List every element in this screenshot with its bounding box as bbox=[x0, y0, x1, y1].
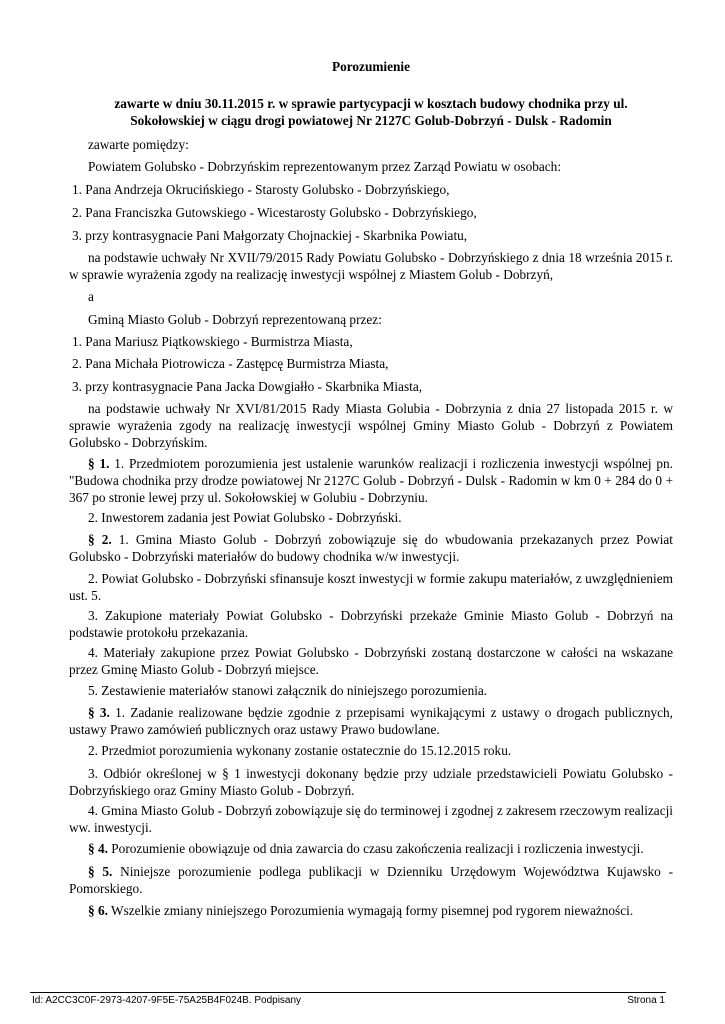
section-2-paragraph-1 bbox=[69, 531, 673, 565]
party2-basis: na podstawie uchwały Nr XVI/81/2015 Rady Miasta Golubia - Dobrzynia z dnia 27 listopada 2015 r. w sprawie wyrażenia zgody na realizację inwestycji wspólnej Gminy Miasto Golub - Dobrzyń z Powiatem Golubsko - Dobrzyńskim. bbox=[69, 401, 673, 450]
party1-basis: na podstawie uchwały Nr XVII/79/2015 Rady Powiatu Golubsko - Dobrzyńskiego z dnia 18 września 2015 r. w sprawie wyrażenia zgody na realizację inwestycji wspólnej z Miastem Golub - Dobrzyń, bbox=[69, 250, 673, 282]
subtitle-line-2: Sokołowskiej w ciągu drogi powiatowej Nr 2127C Golub-Dobrzyń - Dulsk - Radomin bbox=[130, 112, 612, 128]
party2-item-3: 3. przy kontrasygnacie Pana Jacka Dowgiałło - Skarbnika Miasta, bbox=[72, 379, 423, 394]
and-line: a bbox=[88, 289, 94, 304]
section-4-paragraph bbox=[69, 840, 673, 857]
section-3-text-1: 1. Zadanie realizowane będzie zgodnie z przepisami wynikającymi z ustawy o drogach publicznych, ustawy Prawo zamówień publicznych oraz ustawy Prawo budowlane. bbox=[69, 705, 673, 737]
section-6-paragraph bbox=[69, 902, 673, 919]
section-2-paragraph-4: 4. Materiały zakupione przez Powiat Golubsko - Dobrzyński zostaną dostarczone w całości na wskazane przez Gminę Miasto Golub - Dobrzyń miejsce. bbox=[69, 645, 673, 677]
section-1-paragraph-2: 2. Inwestorem zadania jest Powiat Golubsko - Dobrzyński. bbox=[88, 510, 402, 525]
party1-item-2: 2. Pana Franciszka Gutowskiego - Wicestarosty Golubsko - Dobrzyńskiego, bbox=[72, 205, 477, 220]
section-1-label: § 1. bbox=[88, 456, 110, 471]
section-3-paragraph-1 bbox=[69, 704, 673, 738]
section-2-paragraph-2: 2. Powiat Golubsko - Dobrzyński sfinansuje koszt inwestycji w formie zakupu materiałów, z uwzględnieniem ust. 5. bbox=[69, 571, 673, 603]
section-6-label: § 6. bbox=[88, 903, 108, 918]
section-1-paragraph-1 bbox=[69, 455, 673, 506]
footer-divider bbox=[30, 992, 666, 993]
between-line: zawarte pomiędzy: bbox=[88, 137, 189, 152]
party2-intro: Gminą Miasto Golub - Dobrzyń reprezentowaną przez: bbox=[88, 312, 382, 327]
party2-item-1: 1. Pana Mariusz Piątkowskiego - Burmistrza Miasta, bbox=[72, 334, 353, 349]
section-2-paragraph-5: 5. Zestawienie materiałów stanowi załącznik do niniejszego porozumienia. bbox=[88, 683, 488, 698]
section-5-paragraph bbox=[69, 863, 673, 897]
party1-intro: Powiatem Golubsko - Dobrzyńskim reprezentowanym przez Zarząd Powiatu w osobach: bbox=[88, 159, 562, 174]
section-4-label: § 4. bbox=[88, 841, 108, 856]
section-2-paragraph-3: 3. Zakupione materiały Powiat Golubsko - Dobrzyński przekaże Gminie Miasto Golub - Dobrzyń na podstawie protokołu przekazania. bbox=[69, 608, 673, 640]
section-4-text: Porozumienie obowiązuje od dnia zawarcia do czasu zakończenia realizacji i rozliczenia inwestycji. bbox=[111, 841, 644, 856]
section-2-text-1: 1. Gmina Miasto Golub - Dobrzyń zobowiązuje się do wbudowania przekazanych przez Powiat Golubsko - Dobrzyński materiałów do budowy chodnika w/w inwestycji. bbox=[69, 532, 673, 564]
party1-item-1: 1. Pana Andrzeja Okrucińskiego - Starosty Golubsko - Dobrzyńskiego, bbox=[72, 182, 450, 197]
section-3-paragraph-4: 4. Gmina Miasto Golub - Dobrzyń zobowiązuje się do terminowej i zgodnej z zakresem rzeczowym realizacji ww. inwestycji. bbox=[69, 803, 673, 835]
party2-item-2: 2. Pana Michała Piotrowicza - Zastępcę Burmistrza Miasta, bbox=[72, 356, 389, 371]
section-3-paragraph-3: 3. Odbiór określonej w § 1 inwestycji dokonany będzie przy udziale przedstawicieli Powiatu Golubsko - Dobrzyńskiego oraz Gminy Miasto Golub - Dobrzyń. bbox=[69, 766, 673, 798]
party1-item-3: 3. przy kontrasygnacie Pani Małgorzaty Chojnackiej - Skarbnika Powiatu, bbox=[72, 228, 468, 243]
section-3-paragraph-2: 2. Przedmiot porozumienia wykonany zostanie ostatecznie do 15.12.2015 roku. bbox=[88, 743, 512, 758]
subtitle-line-1: zawarte w dniu 30.11.2015 r. w sprawie partycypacji w kosztach budowy chodnika przy ul. bbox=[114, 96, 628, 111]
section-2-label: § 2. bbox=[88, 532, 112, 547]
section-6-text: Wszelkie zmiany niniejszego Porozumienia wymagają formy pisemnej pod rygorem nieważności. bbox=[111, 903, 634, 918]
footer-page-number: Strona 1 bbox=[627, 995, 665, 1006]
section-5-text: Niniejsze porozumienie podlega publikacji w Dzienniku Urzędowym Województwa Kujawsko - Pomorskiego. bbox=[69, 864, 673, 896]
document-subtitle bbox=[69, 96, 673, 129]
section-5-label: § 5. bbox=[88, 864, 113, 879]
section-3-label: § 3. bbox=[88, 705, 110, 720]
footer-document-id: Id: A2CC3C0F-2973-4207-9F5E-75A25B4F024B. Podpisany bbox=[32, 995, 302, 1006]
section-1-text-1: 1. Przedmiotem porozumienia jest ustalenie warunków realizacji i rozliczenia inwestycji wspólnej pn. "Budowa chodnika przy drodze powiatowej Nr 2127C Golub - Dobrzyń - Dulsk - Radomin w km 0 + 284 do 0 + 367 po stronie lewej przy ul. Sokołowskiej w Golubiu - Dobrzyniu. bbox=[69, 456, 673, 505]
document-title: Porozumienie bbox=[331, 59, 411, 74]
